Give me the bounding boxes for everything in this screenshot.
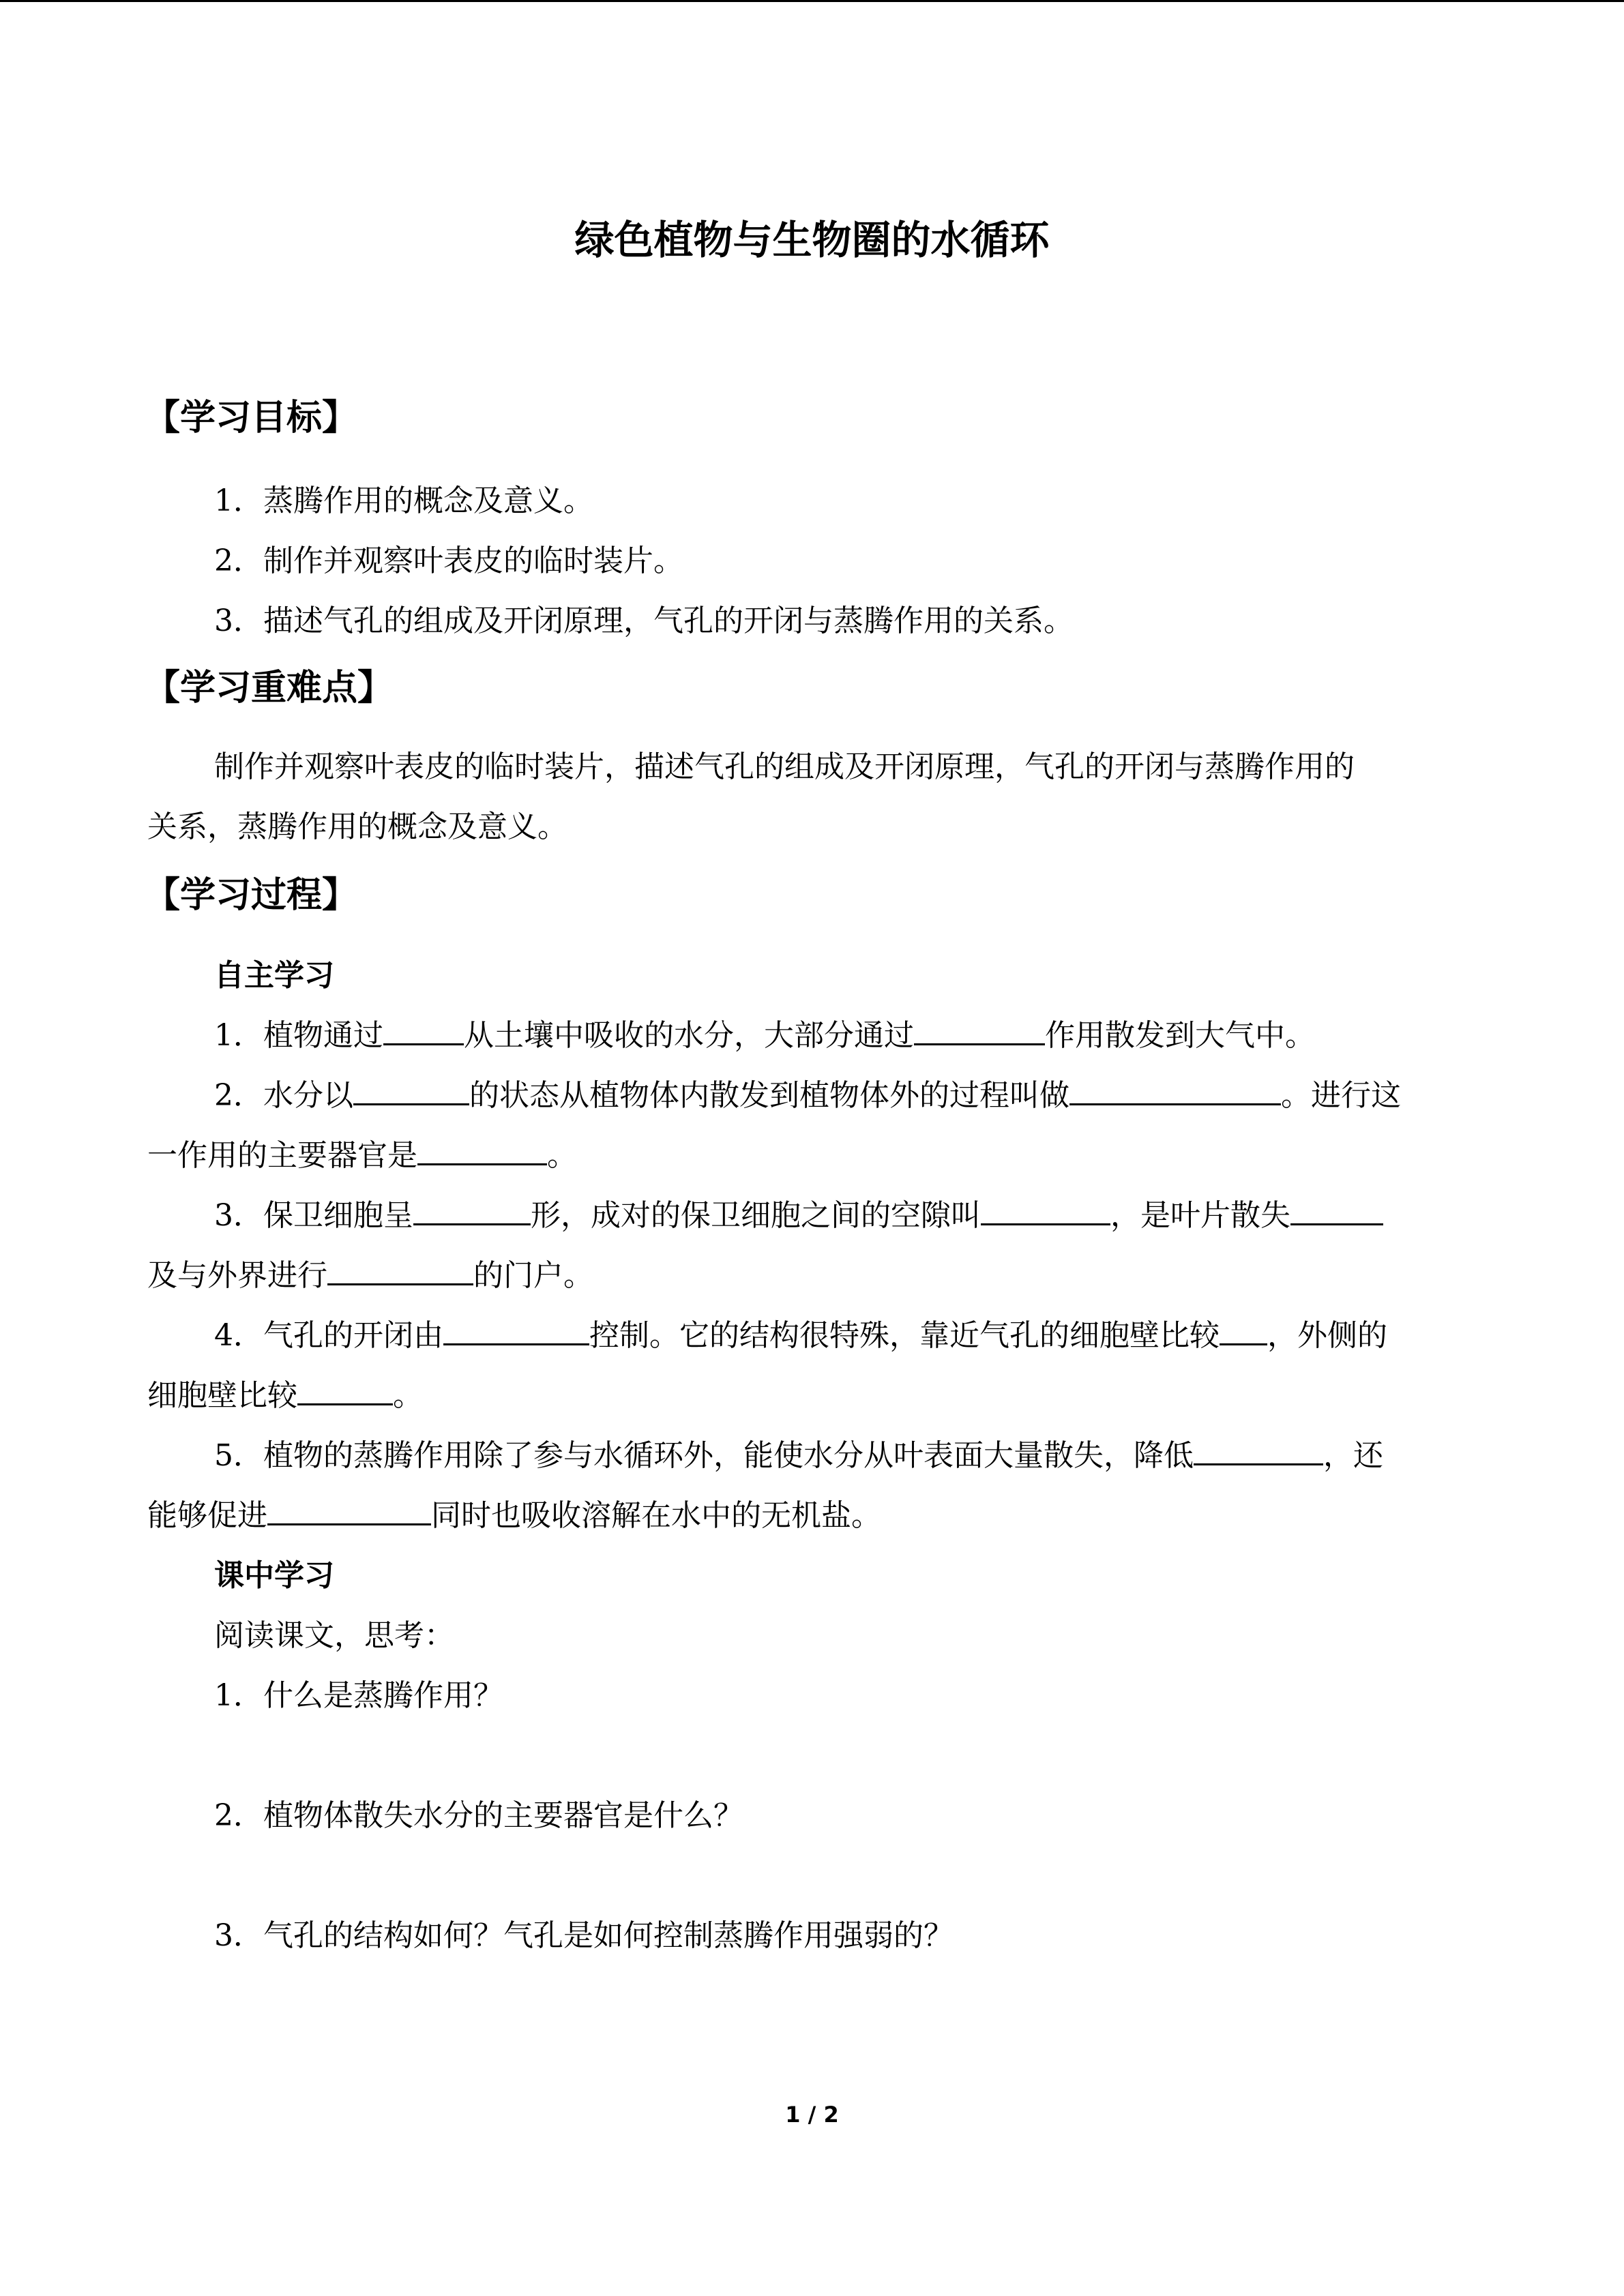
keypoints-text: 制作并观察叶表皮的临时装片，描述气孔的组成及开闭原理，气孔的开闭与蒸腾作用的 xyxy=(214,749,1355,784)
question-2 xyxy=(214,1071,1401,1114)
question-text: 形，成对的保卫细胞之间的空隙叫 xyxy=(531,1198,981,1233)
question-text: ，外侧的 xyxy=(1267,1318,1387,1353)
question-4 xyxy=(214,1311,1387,1354)
fill-blank[interactable] xyxy=(417,1136,547,1165)
fill-blank[interactable] xyxy=(383,1016,464,1045)
question-3-cont xyxy=(147,1251,593,1294)
page-indicator: 1 / 2 xyxy=(785,2102,839,2128)
question-text: 5．植物的蒸腾作用除了参与水循环外，能使水分从叶表面大量散失，降低 xyxy=(214,1438,1194,1473)
fill-blank[interactable] xyxy=(297,1376,393,1405)
question-2-cont xyxy=(147,1131,577,1174)
section-heading-process: 【学习过程】 xyxy=(145,875,358,916)
fill-blank[interactable] xyxy=(1220,1316,1267,1345)
question-text: 3．保卫细胞呈 xyxy=(214,1198,413,1233)
question-text: 的状态从植物体内散发到植物体外的过程叫做 xyxy=(469,1078,1069,1113)
question-text: 1．植物通过 xyxy=(214,1018,383,1053)
subheading-in-class: 课中学习 xyxy=(214,1558,334,1593)
question-text: ，是叶片散失 xyxy=(1110,1198,1290,1233)
in-class-question: 1．什么是蒸腾作用？ xyxy=(214,1678,503,1713)
question-text: 的门户。 xyxy=(473,1258,593,1293)
fill-blank[interactable] xyxy=(443,1316,589,1345)
question-1 xyxy=(214,1011,1315,1054)
question-5-cont xyxy=(147,1491,881,1534)
subheading-self-study: 自主学习 xyxy=(214,958,334,993)
top-border xyxy=(0,0,1624,2)
goal-item: 2．制作并观察叶表皮的临时装片。 xyxy=(214,543,683,578)
question-4-cont xyxy=(147,1371,423,1414)
question-text: 。 xyxy=(393,1378,423,1413)
fill-blank[interactable] xyxy=(914,1016,1045,1045)
page-title: 绿色植物与生物圈的水循环 xyxy=(574,217,1050,263)
section-heading-goals: 【学习目标】 xyxy=(145,398,358,438)
fill-blank[interactable] xyxy=(353,1076,469,1105)
in-class-question: 2．植物体散失水分的主要器官是什么？ xyxy=(214,1798,743,1833)
question-text: 同时也吸收溶解在水中的无机盐。 xyxy=(431,1498,881,1533)
question-text: 及与外界进行 xyxy=(147,1258,327,1293)
question-text: 细胞壁比较 xyxy=(147,1378,297,1413)
question-text: 从土壤中吸收的水分，大部分通过 xyxy=(464,1018,914,1053)
section-heading-keypoints: 【学习重难点】 xyxy=(145,668,394,709)
in-class-intro: 阅读课文，思考： xyxy=(214,1618,454,1653)
fill-blank[interactable] xyxy=(1290,1196,1383,1225)
question-3 xyxy=(214,1191,1383,1234)
fill-blank[interactable] xyxy=(327,1256,473,1285)
question-text: 。进行这 xyxy=(1281,1078,1401,1113)
question-5 xyxy=(214,1431,1383,1474)
goal-item: 3．描述气孔的组成及开闭原理，气孔的开闭与蒸腾作用的关系。 xyxy=(214,603,1074,638)
fill-blank[interactable] xyxy=(1069,1076,1281,1105)
question-text: 作用散发到大气中。 xyxy=(1045,1018,1315,1053)
fill-blank[interactable] xyxy=(981,1196,1110,1225)
in-class-question: 3．气孔的结构如何？气孔是如何控制蒸腾作用强弱的？ xyxy=(214,1918,954,1953)
question-text: 一作用的主要器官是 xyxy=(147,1138,417,1173)
question-text: 4．气孔的开闭由 xyxy=(214,1318,443,1353)
fill-blank[interactable] xyxy=(413,1196,531,1225)
fill-blank[interactable] xyxy=(1194,1436,1323,1465)
goal-item: 1．蒸腾作用的概念及意义。 xyxy=(214,483,593,518)
fill-blank[interactable] xyxy=(267,1496,431,1525)
question-text: ，还 xyxy=(1323,1438,1383,1473)
question-text: 。 xyxy=(547,1138,577,1173)
keypoints-text: 关系，蒸腾作用的概念及意义。 xyxy=(147,809,567,844)
question-text: 能够促进 xyxy=(147,1498,267,1533)
question-text: 控制。它的结构很特殊，靠近气孔的细胞壁比较 xyxy=(589,1318,1220,1353)
question-text: 2．水分以 xyxy=(214,1078,353,1113)
